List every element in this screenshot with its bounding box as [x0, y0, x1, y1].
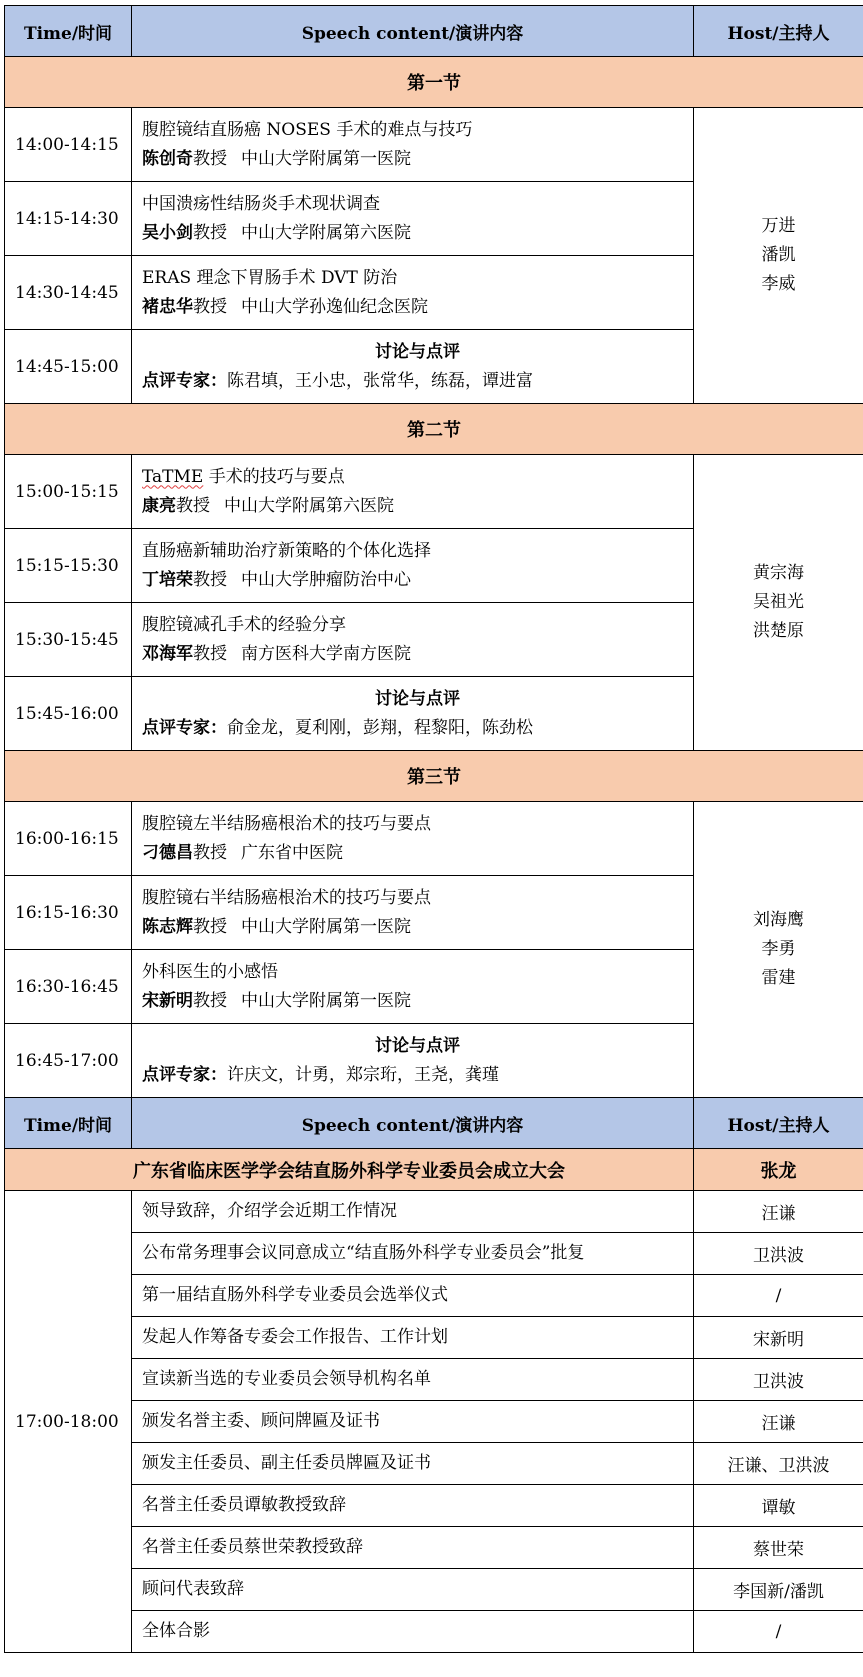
speech-cell: [132, 876, 694, 950]
table-row: [5, 1443, 863, 1485]
agenda-item: 全体合影: [132, 1611, 694, 1653]
talk-title: 腹腔镜右半结肠癌根治术的技巧与要点: [142, 887, 431, 908]
table-header-row: [5, 1098, 863, 1149]
speaker-name: 丁培荣: [142, 569, 193, 590]
discussion-title: 讨论与点评: [375, 1035, 460, 1056]
talk-title: 腹腔镜结直肠癌 NOSES 手术的难点与技巧: [142, 119, 473, 140]
speaker-role: 教授: [193, 296, 227, 317]
experts-label: 点评专家：: [142, 1064, 227, 1085]
header-speech: Speech content/演讲内容: [132, 1098, 694, 1149]
agenda-host: /: [694, 1275, 863, 1317]
time-cell: 15:15-15:30: [5, 529, 132, 603]
table-row: [5, 1611, 863, 1653]
speaker-org: 中山大学附属第六医院: [241, 222, 411, 243]
time-cell: 14:00-14:15: [5, 108, 132, 182]
table-header-row: [5, 6, 863, 57]
table-row: [5, 1569, 863, 1611]
agenda-item: 发起人作筹备专委会工作报告、工作计划: [132, 1317, 694, 1359]
speech-cell: [132, 455, 694, 529]
discussion-title: 讨论与点评: [375, 688, 460, 709]
speaker-name: 陈创奇: [142, 148, 193, 169]
speaker-name: 邓海军: [142, 643, 193, 664]
speaker-role: 教授: [193, 643, 227, 664]
host-name: 万进: [761, 216, 796, 236]
speaker-role: 教授: [193, 222, 227, 243]
speaker-name: 康亮: [142, 495, 176, 516]
table-row: [5, 1275, 863, 1317]
header-host: Host/主持人: [694, 6, 863, 57]
speaker-name: 褚忠华: [142, 296, 193, 317]
agenda-item: 第一届结直肠外科学专业委员会选举仪式: [132, 1275, 694, 1317]
section-title-row: [5, 751, 863, 802]
speech-cell: [132, 182, 694, 256]
time-cell: 14:45-15:00: [5, 330, 132, 404]
host-name: 吴祖光: [753, 592, 804, 612]
speaker-role: 教授: [193, 148, 227, 169]
agenda-item: 颁发名誉主委、顾问牌匾及证书: [132, 1401, 694, 1443]
speaker-name: 陈志辉: [142, 916, 193, 937]
discussion-title: 讨论与点评: [375, 341, 460, 362]
agenda-item: 颁发主任委员、副主任委员牌匾及证书: [132, 1443, 694, 1485]
experts-label: 点评专家：: [142, 717, 227, 738]
time-cell: 16:00-16:15: [5, 802, 132, 876]
table-row: [5, 1233, 863, 1275]
agenda-host: /: [694, 1611, 863, 1653]
header-time: Time/时间: [5, 1098, 132, 1149]
host-cell: [694, 802, 863, 1098]
section-title: 第二节: [5, 404, 863, 455]
host-name: 李勇: [761, 939, 796, 959]
speaker-name: 宋新明: [142, 990, 193, 1011]
speech-cell: [132, 108, 694, 182]
agenda-host: 蔡世荣: [694, 1527, 863, 1569]
host-name: 刘海鹰: [753, 910, 804, 930]
table-row: [5, 802, 863, 876]
meeting-title: 广东省临床医学学会结直肠外科学专业委员会成立大会: [5, 1149, 694, 1191]
host-name: 雷建: [761, 968, 796, 988]
speech-cell: [132, 256, 694, 330]
experts-list: 陈君填，王小忠，张常华，练磊，谭进富: [227, 370, 533, 391]
talk-title: 中国溃疡性结肠炎手术现状调查: [142, 193, 380, 214]
speech-cell: [132, 802, 694, 876]
header-time: Time/时间: [5, 6, 132, 57]
talk-title: 直肠癌新辅助治疗新策略的个体化选择: [142, 540, 431, 561]
speech-cell: [132, 529, 694, 603]
host-name: 洪楚原: [753, 621, 804, 641]
agenda-item: 顾问代表致辞: [132, 1569, 694, 1611]
time-cell: 16:15-16:30: [5, 876, 132, 950]
speaker-org: 中山大学附属第六医院: [224, 495, 394, 516]
talk-title: 腹腔镜左半结肠癌根治术的技巧与要点: [142, 813, 431, 834]
table-row: [5, 1317, 863, 1359]
section-title: 第三节: [5, 751, 863, 802]
schedule-table: [4, 5, 863, 1653]
time-cell: 15:45-16:00: [5, 677, 132, 751]
speaker-org: 广东省中医院: [241, 842, 343, 863]
speaker-role: 教授: [193, 569, 227, 590]
speaker-org: 中山大学附属第一医院: [241, 990, 411, 1011]
time-cell: 14:15-14:30: [5, 182, 132, 256]
agenda-item: 名誉主任委员谭敏教授致辞: [132, 1485, 694, 1527]
agenda-host: 宋新明: [694, 1317, 863, 1359]
speech-cell: [132, 677, 694, 751]
agenda-host: 汪谦: [694, 1401, 863, 1443]
experts-list: 许庆文，计勇，郑宗珩，王尧，龚瑾: [227, 1064, 499, 1085]
agenda-item: 公布常务理事会议同意成立“结直肠外科学专业委员会”批复: [132, 1233, 694, 1275]
agenda-host: 卫洪波: [694, 1359, 863, 1401]
talk-title-prefix: TaTME: [142, 466, 204, 487]
time-cell: 15:30-15:45: [5, 603, 132, 677]
speech-cell: [132, 330, 694, 404]
agenda-host: 汪谦、卫洪波: [694, 1443, 863, 1485]
meeting-time: 17:00-18:00: [5, 1191, 132, 1653]
agenda-item: 领导致辞，介绍学会近期工作情况: [132, 1191, 694, 1233]
speech-cell: [132, 1024, 694, 1098]
header-host: Host/主持人: [694, 1098, 863, 1149]
table-row: [5, 1401, 863, 1443]
time-cell: 14:30-14:45: [5, 256, 132, 330]
table-row: [5, 1191, 863, 1233]
agenda-host: 汪谦: [694, 1191, 863, 1233]
table-row: [5, 455, 863, 529]
speaker-org: 中山大学附属第一医院: [241, 148, 411, 169]
table-row: [5, 1359, 863, 1401]
host-cell: [694, 455, 863, 751]
speaker-org: 中山大学肿瘤防治中心: [241, 569, 411, 590]
agenda-host: 卫洪波: [694, 1233, 863, 1275]
speaker-org: 南方医科大学南方医院: [241, 643, 411, 664]
speech-cell: [132, 950, 694, 1024]
host-name: 黄宗海: [753, 563, 804, 583]
speaker-name: 吴小剑: [142, 222, 193, 243]
agenda-host: 谭敏: [694, 1485, 863, 1527]
agenda-item: 名誉主任委员蔡世荣教授致辞: [132, 1527, 694, 1569]
time-cell: 16:30-16:45: [5, 950, 132, 1024]
speaker-role: 教授: [193, 990, 227, 1011]
agenda-item: 宣读新当选的专业委员会领导机构名单: [132, 1359, 694, 1401]
section-title-row: [5, 57, 863, 108]
table-row: [5, 1527, 863, 1569]
agenda-host: 李国新/潘凯: [694, 1569, 863, 1611]
host-cell: [694, 108, 863, 404]
speaker-role: 教授: [193, 916, 227, 937]
speaker-role: 教授: [193, 842, 227, 863]
speaker-role: 教授: [176, 495, 210, 516]
table-row: [5, 1485, 863, 1527]
talk-title: 手术的技巧与要点: [203, 466, 345, 487]
talk-title: 外科医生的小感悟: [142, 961, 278, 982]
talk-title: 腹腔镜减孔手术的经验分享: [142, 614, 346, 635]
experts-label: 点评专家：: [142, 370, 227, 391]
host-name: 李威: [761, 274, 796, 294]
section-title: 第一节: [5, 57, 863, 108]
experts-list: 俞金龙，夏利刚，彭翔，程黎阳，陈劲松: [227, 717, 533, 738]
header-speech: Speech content/演讲内容: [132, 6, 694, 57]
host-name: 潘凯: [761, 245, 796, 265]
meeting-host: 张龙: [694, 1149, 863, 1191]
speech-cell: [132, 603, 694, 677]
speaker-name: 刁德昌: [142, 842, 193, 863]
section-title-row: [5, 404, 863, 455]
table-row: [5, 108, 863, 182]
meeting-title-row: [5, 1149, 863, 1191]
time-cell: 16:45-17:00: [5, 1024, 132, 1098]
speaker-org: 中山大学孙逸仙纪念医院: [241, 296, 428, 317]
speaker-org: 中山大学附属第一医院: [241, 916, 411, 937]
time-cell: 15:00-15:15: [5, 455, 132, 529]
talk-title: ERAS 理念下胃肠手术 DVT 防治: [142, 267, 398, 288]
